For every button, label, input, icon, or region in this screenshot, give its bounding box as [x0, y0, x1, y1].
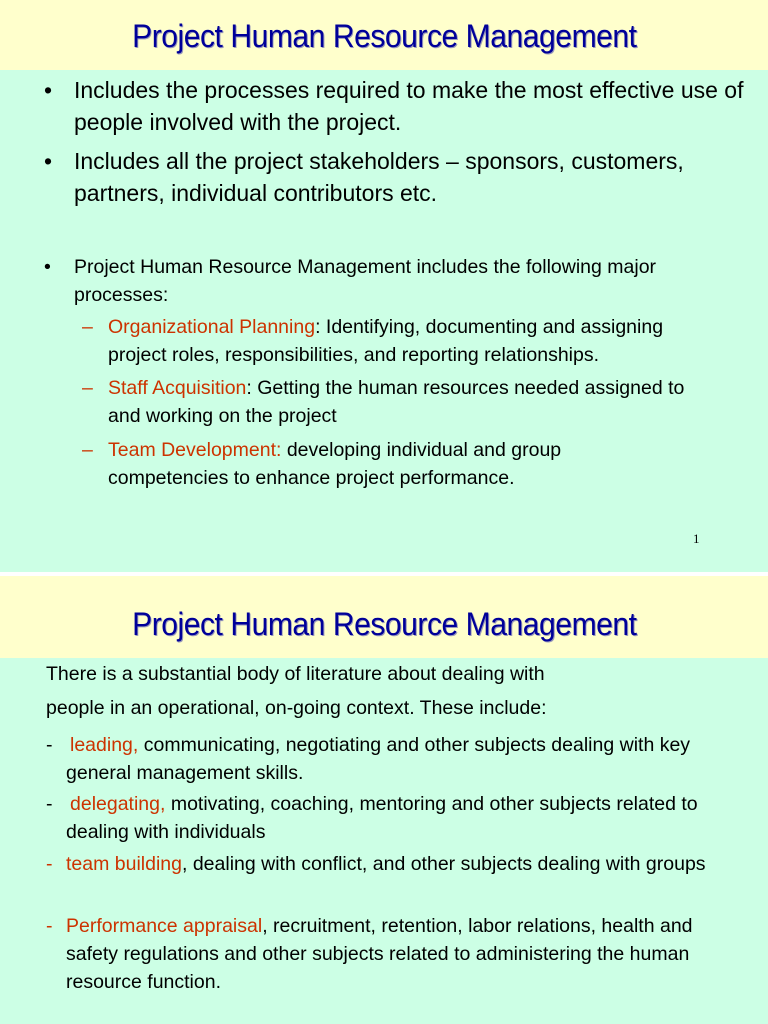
item-text: communicating, negotiating and other subjects dealing with key general management skills. — [66, 734, 691, 784]
slide-2 — [0, 576, 768, 1024]
list-item-performance-appraisal — [46, 912, 716, 996]
bullet-1 — [44, 74, 744, 138]
bullet-marker: • — [44, 77, 53, 103]
intro-line-1: There is a substantial body of literature about dealing with — [46, 663, 545, 685]
bullet-marker: • — [44, 148, 53, 174]
list-item-leading — [46, 731, 716, 787]
subitem-term: Organizational Planning — [108, 316, 316, 338]
dash-marker: - — [46, 853, 53, 875]
subitem-text: developing individual and group competencies to enhance project performance. — [108, 439, 562, 489]
list-item-delegating — [46, 790, 736, 846]
subitem-text: : Getting the human resources needed assigned to and working on the project — [108, 377, 685, 427]
bullet-marker: • — [44, 256, 51, 278]
item-term: leading, — [70, 734, 139, 756]
item-term: Performance appraisal — [66, 915, 263, 937]
item-term: team building — [66, 853, 182, 875]
dash-marker: - — [46, 793, 53, 815]
slide-1-title: Project Human Resource Management — [131, 18, 637, 54]
subitem-text: : Identifying, documenting and assigning project roles, responsibilities, and reporting relationships. — [108, 316, 664, 366]
subitem-term: Staff Acquisition — [108, 377, 247, 399]
slide-1-title-bar — [0, 0, 768, 70]
list-item-team-building — [46, 850, 706, 878]
sub-marker: – — [82, 377, 93, 399]
sub-marker: – — [82, 316, 93, 338]
dash-marker: - — [46, 915, 53, 937]
slide-2-title-bar — [0, 576, 768, 658]
bullet-2-text: Includes all the project stakeholders – sponsors, customers, partners, individual contributors etc. — [74, 148, 684, 206]
slide-2-title: Project Human Resource Management — [131, 606, 637, 642]
subitem-team-development — [82, 436, 622, 492]
sub-marker: – — [82, 439, 93, 461]
item-text: , recruitment, retention, labor relations, health and safety regulations and other subjects related to administering the human resource function. — [66, 915, 693, 993]
subitem-organizational-planning — [82, 313, 722, 369]
page-number: 1 — [693, 531, 700, 546]
bullet-2 — [44, 145, 684, 209]
item-text: motivating, coaching, mentoring and other subjects related to dealing with individuals — [66, 793, 698, 843]
subitem-term: Team Development: — [108, 439, 282, 461]
subitem-staff-acquisition — [82, 374, 722, 430]
bullet-3-text: Project Human Resource Management includes the following major processes: — [74, 256, 657, 306]
intro-line-2: people in an operational, on-going context. These include: — [46, 697, 547, 719]
bullet-1-text: Includes the processes required to make the most effective use of people involved with the project. — [74, 77, 744, 135]
item-term: delegating, — [70, 793, 166, 815]
item-text: , dealing with conflict, and other subjects dealing with groups — [182, 853, 706, 875]
dash-marker: - — [46, 734, 53, 756]
bullet-3 — [44, 253, 734, 309]
